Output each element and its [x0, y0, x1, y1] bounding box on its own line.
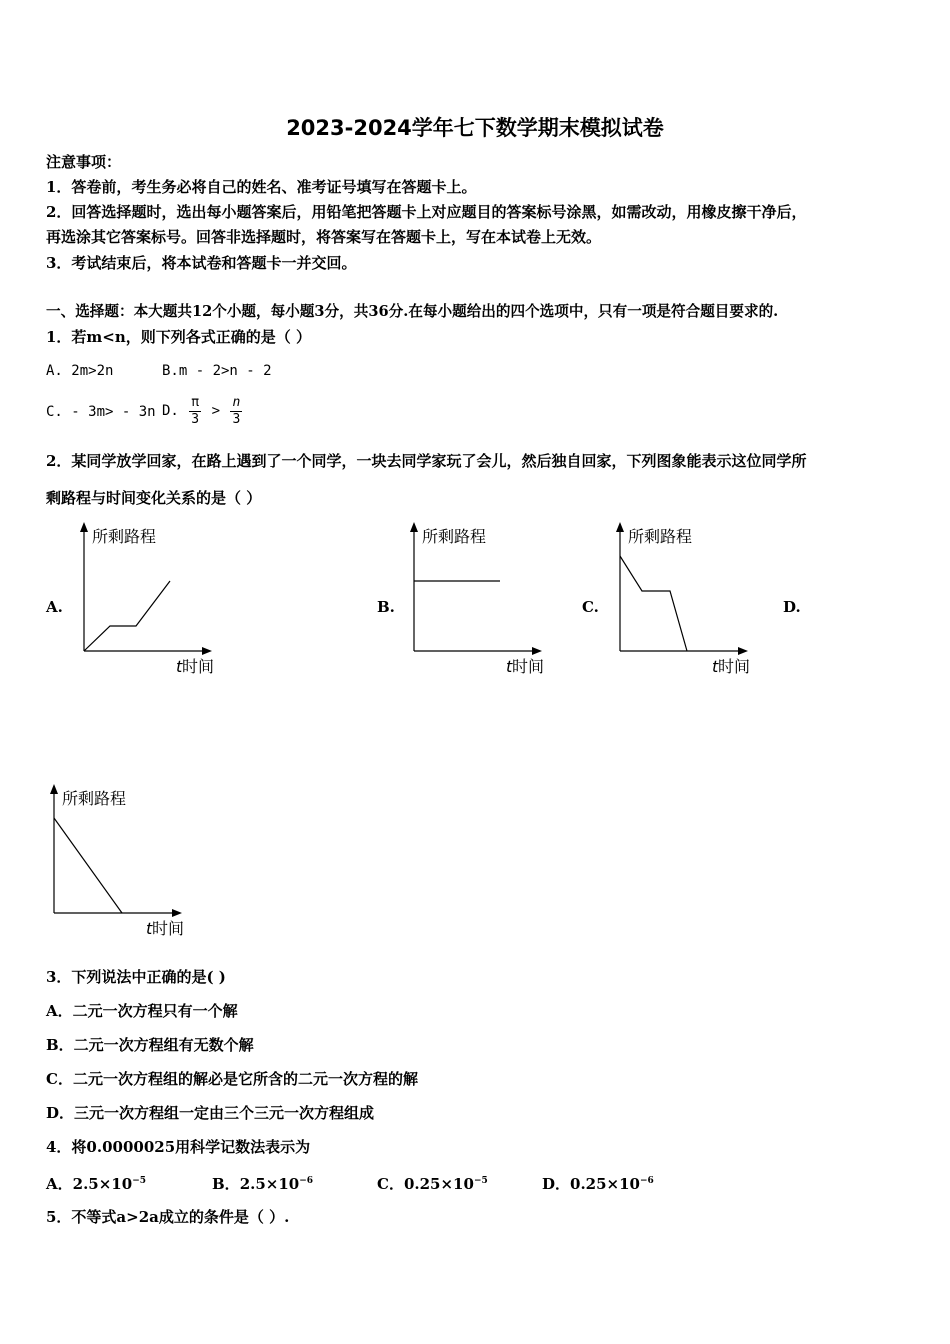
- y-arrow-icon: [80, 522, 88, 532]
- q3-option-d: D．三元一次方程组一定由三个三元一次方程组成: [46, 1104, 375, 1122]
- q2-graph-d: [40, 782, 200, 942]
- q3-option-b: B．二元一次方程组有无数个解: [46, 1036, 254, 1054]
- q4-d-label: D．: [542, 1175, 571, 1193]
- graph-a-ylabel: 所剩路程: [92, 527, 157, 546]
- q2-stem-line1: 2．某同学放学回家，在路上遇到了一个同学，一块去同学家玩了会儿，然后独自回家，下列图象能表示这位同学所: [46, 452, 807, 470]
- q4-a-label: A．: [46, 1175, 73, 1193]
- q2-label-b: B.: [377, 598, 395, 616]
- q4-option-c: [377, 1171, 488, 1194]
- notice-item-3: 3．考试结束后，将本试卷和答题卡一并交回。: [46, 254, 357, 272]
- q4-c-exp: −5: [473, 1176, 488, 1186]
- section-heading: 一、选择题：本大题共12个小题，每小题3分，共36分.在每小题给出的四个选项中，只有一项是符合题目要求的.: [46, 303, 779, 320]
- q1-d-den-1: 3: [191, 411, 200, 427]
- graph-d-xlabel: 时间: [152, 919, 185, 938]
- q1-d-frac-2: [230, 395, 242, 428]
- graph-c-line: [620, 556, 687, 651]
- x-arrow-icon: [738, 647, 748, 655]
- q1-option-a: A. 2m>2n: [46, 363, 114, 379]
- graph-d-line: [54, 818, 122, 913]
- q1-option-c: C. - 3m> - 3n: [46, 404, 156, 420]
- graph-b-t: t: [506, 657, 513, 676]
- graph-d-ylabel: 所剩路程: [62, 789, 127, 808]
- q4-a-exp: −5: [132, 1176, 146, 1186]
- q4-option-a: [46, 1171, 146, 1194]
- notice-item-2: 2．回答选择题时，选出每小题答案后，用铅笔把答题卡上对应题目的答案标号涂黑，如需改动，用橡皮擦干净后，: [46, 203, 807, 221]
- x-arrow-icon: [172, 909, 182, 917]
- q1-option-d: [162, 391, 244, 431]
- q1-d-den-2: 3: [232, 411, 241, 427]
- q4-d-base: 0.25×10: [570, 1175, 640, 1193]
- q4-b-label: B．: [212, 1175, 240, 1193]
- page-title: 2023-2024学年七下数学期末模拟试卷: [286, 116, 664, 140]
- q4-option-d: [542, 1171, 654, 1194]
- q2-stem-line2: 剩路程与时间变化关系的是（ ）: [46, 489, 262, 507]
- graph-c-t: t: [712, 657, 719, 676]
- q2-graph-a: [70, 520, 230, 680]
- graph-a-xlabel: 时间: [182, 657, 215, 676]
- graph-b-ylabel: 所剩路程: [422, 527, 487, 546]
- q4-d-exp: −6: [640, 1176, 654, 1186]
- graph-d-t: t: [146, 919, 153, 938]
- q4-b-base: 2.5×10: [239, 1175, 300, 1193]
- y-arrow-icon: [50, 784, 58, 794]
- notice-item-1: 1．答卷前，考生务必将自己的姓名、准考证号填写在答题卡上。: [46, 178, 477, 196]
- q1-d-num-2: n: [232, 394, 241, 410]
- x-arrow-icon: [202, 647, 212, 655]
- q3-option-a: A．二元一次方程只有一个解: [46, 1002, 238, 1020]
- graph-a-t: t: [176, 657, 183, 676]
- q4-c-label: C．: [377, 1175, 404, 1193]
- q1-d-prefix: D.: [162, 403, 179, 419]
- q2-label-c: C.: [582, 598, 599, 616]
- graph-a-line: [84, 581, 170, 651]
- q1-option-b: B.m - 2>n - 2: [162, 363, 272, 379]
- q2-label-a: A.: [46, 598, 63, 616]
- q2-graph-b: [400, 520, 560, 680]
- q1-d-frac-1: [189, 395, 201, 428]
- graph-c-xlabel: 时间: [718, 657, 751, 676]
- q3-option-c: C．二元一次方程组的解必是它所含的二元一次方程的解: [46, 1070, 418, 1088]
- q3-stem: 3．下列说法中正确的是( ): [46, 968, 226, 986]
- q4-b-exp: −6: [299, 1176, 314, 1186]
- q5-stem: 5．不等式a>2a成立的条件是（ ）.: [46, 1208, 290, 1226]
- q4-option-b: [212, 1171, 313, 1194]
- q2-label-d: D.: [783, 598, 801, 616]
- y-arrow-icon: [410, 522, 418, 532]
- graph-b-xlabel: 时间: [512, 657, 545, 676]
- q4-stem: 4．将0.0000025用科学记数法表示为: [46, 1138, 311, 1156]
- graph-c-ylabel: 所剩路程: [628, 527, 693, 546]
- q1-d-rel: >: [211, 403, 220, 419]
- q1-stem: 1．若m<n，则下列各式正确的是（ ）: [46, 328, 312, 346]
- notice-heading: 注意事项：: [46, 153, 122, 171]
- notice-item-2-cont: 再选涂其它答案标号。回答非选择题时，将答案写在答题卡上，写在本试卷上无效。: [46, 228, 602, 246]
- q2-graph-c: [606, 520, 766, 680]
- y-arrow-icon: [616, 522, 624, 532]
- q4-a-base: 2.5×10: [72, 1175, 133, 1193]
- q4-c-base: 0.25×10: [403, 1175, 474, 1193]
- q1-d-num-1: π: [191, 394, 200, 410]
- x-arrow-icon: [532, 647, 542, 655]
